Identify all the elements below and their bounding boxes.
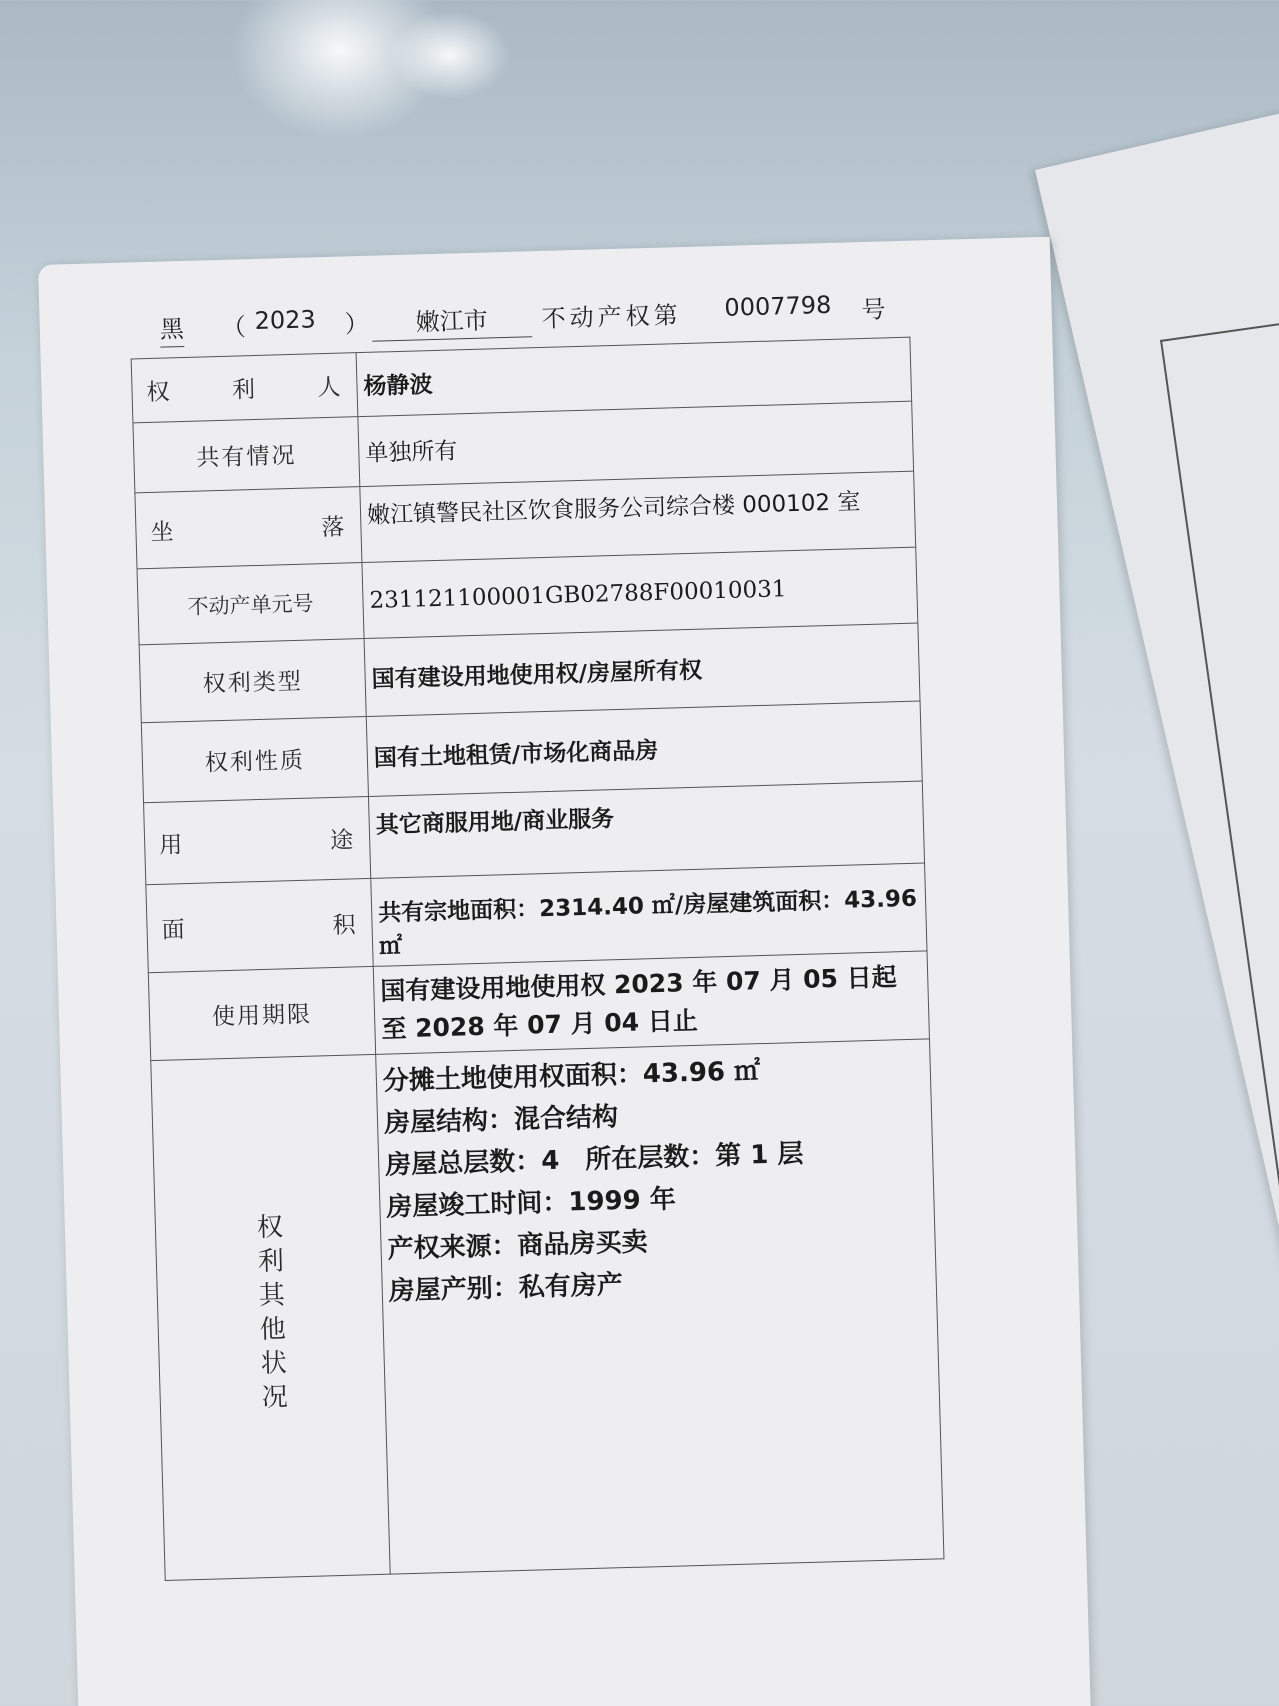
co-ownership-value: 单独所有: [358, 401, 914, 486]
right-nature-value: 国有土地租赁/市场化商品房: [366, 701, 922, 796]
co-ownership-label: 共有情况: [133, 417, 360, 493]
owner-label: 权 利 人: [131, 353, 358, 423]
other-line: 产权来源：商品房买卖: [387, 1227, 648, 1265]
area-value: 共有宗地面积：2314.40 ㎡/房屋建筑面积：43.96 ㎡: [371, 863, 927, 966]
area-label: 面 积: [146, 878, 373, 972]
location-label: 坐 落: [135, 487, 362, 569]
open-paren: （: [221, 313, 247, 342]
other-line: 分摊土地使用权面积：43.96 ㎡: [382, 1056, 761, 1097]
row-other: [151, 1039, 944, 1581]
light-glare: [390, 10, 510, 100]
certificate-table: [131, 337, 945, 1581]
right-nature-label: 权利性质: [141, 717, 368, 803]
province-abbr: 黑: [159, 309, 184, 348]
other-line: 房屋竣工时间：1999 年: [386, 1184, 677, 1223]
city: 嫩江市: [371, 299, 532, 341]
year: 2023: [254, 305, 317, 335]
unit-number-label: 不动产单元号: [137, 563, 364, 645]
other-line: 房屋结构：混合结构: [383, 1102, 619, 1139]
usage-label: 用 途: [144, 796, 371, 884]
certificate-page: [38, 237, 1091, 1706]
right-type-value: 国有建设用地使用权/房屋所有权: [364, 623, 920, 716]
right-type-label: 权利类型: [139, 639, 366, 723]
other-label-cell: [151, 1054, 390, 1580]
cert-prefix: 不动产权第: [541, 301, 683, 333]
close-paren: ）: [344, 309, 370, 339]
unit-number-value: 231121100001GB02788F00010031: [362, 547, 918, 638]
other-label: 权利其他状况: [252, 1212, 288, 1417]
term-label: 使用期限: [148, 966, 375, 1060]
location-value: 嫩江镇警民社区饮食服务公司综合楼 000102 室: [360, 471, 916, 562]
other-value: [376, 1039, 944, 1574]
other-line: 房屋产别：私有房产: [388, 1270, 624, 1307]
owner-value: 杨静波: [356, 337, 912, 416]
usage-value: 其它商服用地/商业服务: [368, 781, 924, 878]
cert-suffix: 号: [861, 295, 886, 325]
cert-number: 0007798: [724, 290, 832, 322]
other-line: 房屋总层数：4 所在层数：第 1 层: [384, 1138, 804, 1181]
term-value: 国有建设用地使用权 2023 年 07 月 05 日起至 2028 年 07 月 04 日止: [373, 951, 929, 1054]
